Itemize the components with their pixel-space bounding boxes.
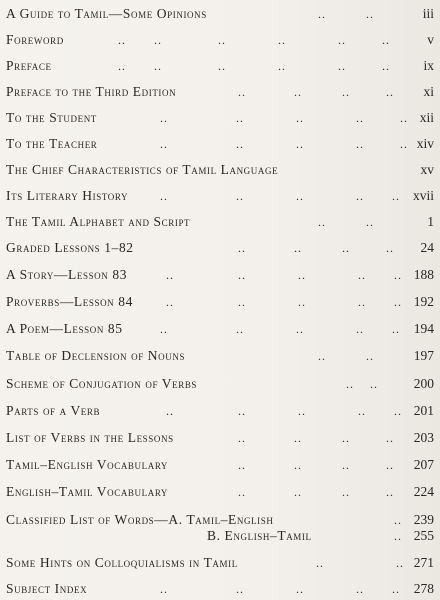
toc-entry-page: 207 [413,457,434,472]
dot-leader: .. .. .. .. [238,485,394,499]
toc-entry-page: xii [419,110,434,125]
toc-entry-page: 201 [413,403,434,418]
toc-entry-page: 278 [413,581,434,596]
toc-entry [0,238,440,262]
toc-entry-title: List of Verbs in the Lessons [6,430,174,445]
toc-entry-page: 197 [413,348,434,363]
dot-leader: .. .. .. .. .. [160,322,400,336]
toc-entry [0,526,440,550]
toc-entry-page: 224 [413,484,434,499]
toc-entry-page: xiv [416,136,434,151]
dot-leader: .. .. .. .. .. .. [118,33,390,47]
toc-entry-title: Tamil–English Vocabulary [6,457,169,472]
dot-leader: .. .. .. .. .. [166,268,402,282]
toc-entry-title: Parts of a Verb [6,403,101,418]
toc-entry-page: 255 [413,528,434,543]
toc-entry-title: Classified List of Words—A. Tamil–English [6,512,274,527]
toc-entry [0,401,440,425]
toc-entry-page: 271 [413,555,434,570]
toc-entry-title: To the Student [6,110,97,125]
toc-entry-title: To the Teacher [6,136,98,151]
toc-entry-page: ix [423,58,434,73]
toc-entry-title: English–Tamil Vocabulary [6,484,169,499]
toc-entry-page: iii [422,6,434,21]
dot-leader: .. .. .. .. [238,431,394,445]
toc-entry-title: B. English–Tamil [207,528,312,543]
toc-entry-page: 188 [413,267,434,282]
toc-entry-title: Graded Lessons 1–82 [6,240,134,255]
toc-entry-title: Scheme of Conjugation of Verbs [6,376,198,391]
toc-entry-title: A Poem—Lesson 85 [6,321,123,336]
toc-entry-title: Its Literary History [6,188,129,203]
toc-entry-page: 200 [413,376,434,391]
toc-entry-page: xv [420,162,434,177]
dot-leader: .. [394,529,402,543]
toc-entry-page: xvii [412,188,434,203]
toc-entry-page: 24 [420,240,434,255]
toc-entry [0,4,440,28]
toc-entry [0,579,440,600]
dot-leader: .. .. .. .. .. .. [118,59,390,73]
toc-entry-title: Some Hints on Colloquialisms in Tamil [6,555,238,570]
dot-leader: .. [394,513,402,527]
toc-entry [0,56,440,80]
dot-leader: .. .. [318,349,374,363]
dot-leader: .. .. [318,215,374,229]
toc-entry-page: xi [423,84,434,99]
toc-entry-page: 203 [413,430,434,445]
toc-entry-page: 194 [413,321,434,336]
toc-entry [0,186,440,210]
toc-entry [0,108,440,132]
toc-entry-title: Subject Index [6,581,88,596]
toc-entry-page: 1 [427,214,434,229]
dot-leader: .. .. .. .. .. [160,137,408,151]
toc-entry [0,346,440,370]
toc-entry [0,455,440,479]
toc-entry-title: The Tamil Alphabet and Script [6,214,191,229]
dot-leader: .. .. .. .. [238,241,394,255]
toc-entry [0,428,440,452]
toc-entry [0,212,440,236]
toc-entry [0,134,440,158]
dot-leader: .. .. [346,377,378,391]
toc-entry-title: A Story—Lesson 83 [6,267,128,282]
dot-leader: .. .. .. .. [238,458,394,472]
toc-entry [0,374,440,398]
toc-entry-page: v [427,32,434,47]
toc-entry-title: Preface [6,58,52,73]
dot-leader: .. .. .. .. .. [160,189,400,203]
dot-leader: .. .. .. .. .. [166,404,402,418]
toc-entry-title: Foreword [6,32,64,47]
toc-entry [0,265,440,289]
dot-leader: .. .. .. .. [238,85,394,99]
toc-entry-title: Proverbs—Lesson 84 [6,294,133,309]
dot-leader: .. .. .. .. .. [166,295,402,309]
toc-entry [0,160,440,184]
toc-entry-title: A Guide to Tamil—Some Opinions [6,6,207,21]
toc-entry-title: Table of Declension of Nouns [6,348,186,363]
toc-entry-page: 192 [413,294,434,309]
dot-leader: .. .. .. .. .. [160,582,400,596]
toc-entry [0,553,440,577]
toc-entry-title: The Chief Characteristics of Tamil Language [6,162,279,177]
toc-entry-page: 239 [413,512,434,527]
dot-leader: .. .. .. .. .. [160,111,408,125]
toc-entry [0,319,440,343]
toc-entry [0,82,440,106]
toc-entry [0,30,440,54]
toc-entry [0,292,440,316]
dot-leader: .. .. [316,556,404,570]
toc-entry [0,482,440,506]
toc-entry-title: Preface to the Third Edition [6,84,177,99]
dot-leader: .. .. [318,7,374,21]
